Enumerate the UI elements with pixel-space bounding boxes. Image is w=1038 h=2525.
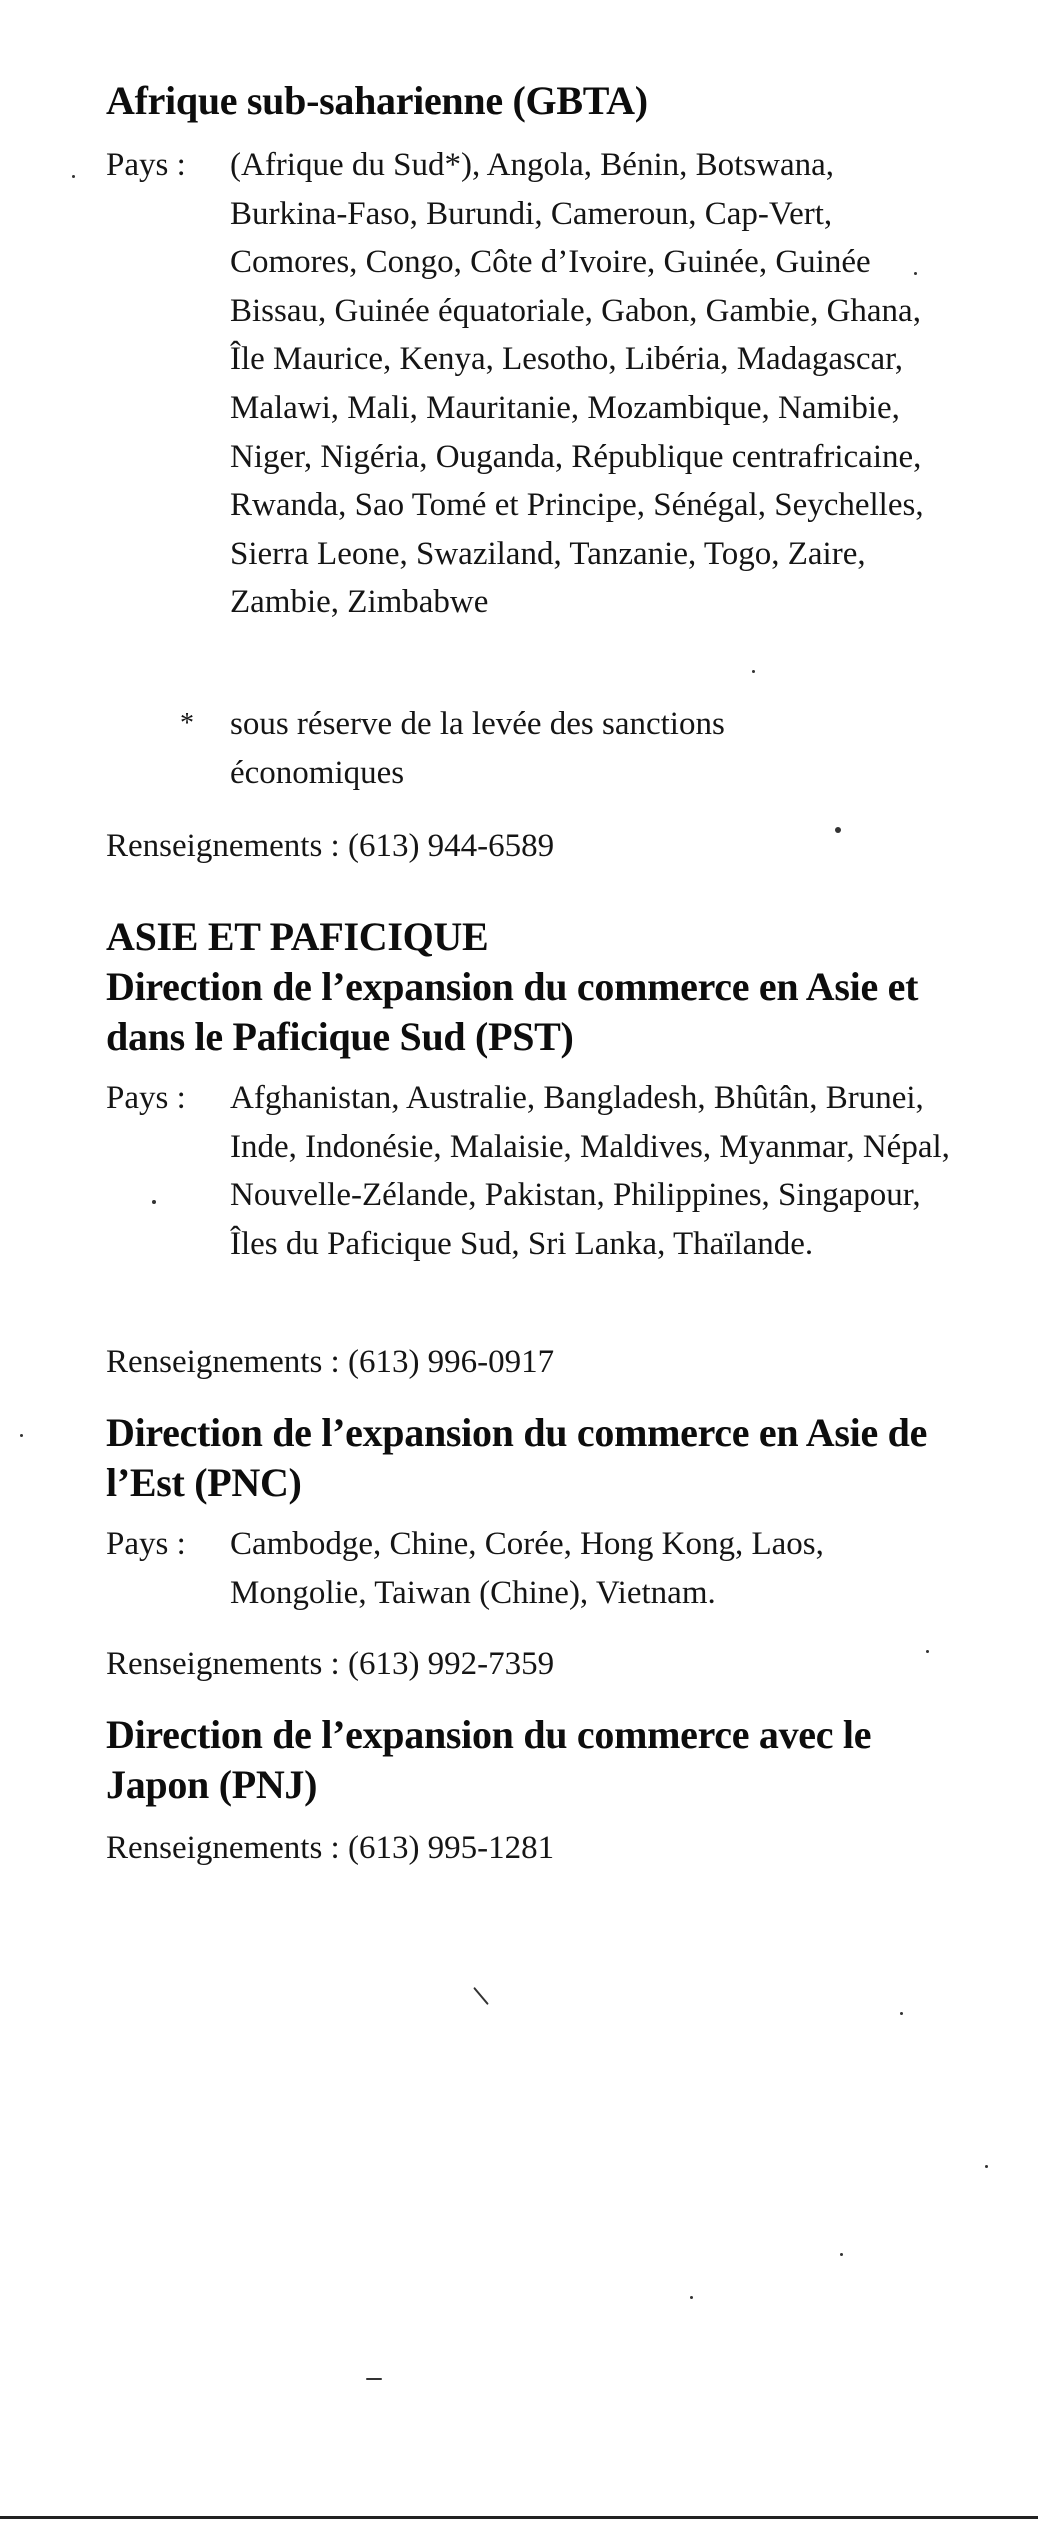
section-title-africa: Afrique sub-saharienne (GBTA) [106, 78, 648, 123]
scan-speck [752, 670, 755, 673]
section-title-pnj: Direction de l’expansion du commerce avec le Japon (PNJ) [106, 1712, 872, 1807]
page-bottom-edge [0, 2516, 1038, 2519]
countries-label-pnc: Pays : [106, 1526, 186, 1562]
section-title-pnc: Direction de l’expansion du commerce en Asie de l’Est (PNC) [106, 1410, 928, 1505]
footnote-mark: * [180, 708, 194, 739]
scan-speck [900, 2012, 903, 2015]
info-line-pnc: Renseignements : (613) 992-7359 [106, 1646, 555, 1682]
scan-speck [690, 2296, 693, 2299]
region-title-asia-pacific: ASIE ET PAFICIQUE [106, 914, 489, 959]
scan-speck [72, 175, 75, 178]
scan-speck [985, 2165, 988, 2168]
info-line-africa: Renseignements : (613) 944-6589 [106, 828, 555, 864]
section-title-pst: Direction de l’expansion du commerce en Asie et dans le Paficique Sud (PST) [106, 964, 919, 1059]
scan-mark [366, 2378, 382, 2380]
scan-speck [840, 2253, 843, 2256]
scan-speck [835, 827, 841, 833]
countries-list-africa: (Afrique du Sud*), Angola, Bénin, Botswana, Burkina-Faso, Burundi, Cameroun, Cap-Vert, Comores, Congo, Côte d’Ivoire, Guinée, Guinée Bissau, Guinée équatoriale, Gabon, Gambie, Ghana, Île Maurice, Kenya, Lesotho, Libéria, Madagascar, Malawi, Mali, Mauritanie, Mozambique, Namibie, Niger, Nigéria, Ouganda, République centrafricaine, Rwanda, Sao Tomé et Principe, Sénégal, Seychelles, Sierra Leone, Swaziland, Tanzanie, Togo, Zaire, Zambie, Zimbabwe [230, 147, 924, 621]
scan-mark [473, 1987, 489, 2005]
scan-speck [914, 272, 917, 275]
countries-list-pnc: Cambodge, Chine, Corée, Hong Kong, Laos, Mongolie, Taiwan (Chine), Vietnam. [230, 1526, 824, 1611]
info-line-pst: Renseignements : (613) 996-0917 [106, 1344, 555, 1380]
countries-label-africa: Pays : [106, 147, 186, 183]
footnote-text: sous réserve de la levée des sanctions économiques [230, 706, 725, 791]
countries-label-pst: Pays : [106, 1080, 186, 1116]
countries-list-pst: Afghanistan, Australie, Bangladesh, Bhûtân, Brunei, Inde, Indonésie, Malaisie, Maldives, Myanmar, Népal, Nouvelle-Zélande, Pakistan, Philippines, Singapour, Îles du Paficique Sud, Sri Lanka, Thaïlande. [230, 1080, 950, 1262]
info-line-pnj: Renseignements : (613) 995-1281 [106, 1830, 555, 1866]
scan-speck [152, 1200, 156, 1204]
scan-speck [926, 1650, 929, 1653]
scan-speck [20, 1434, 23, 1437]
